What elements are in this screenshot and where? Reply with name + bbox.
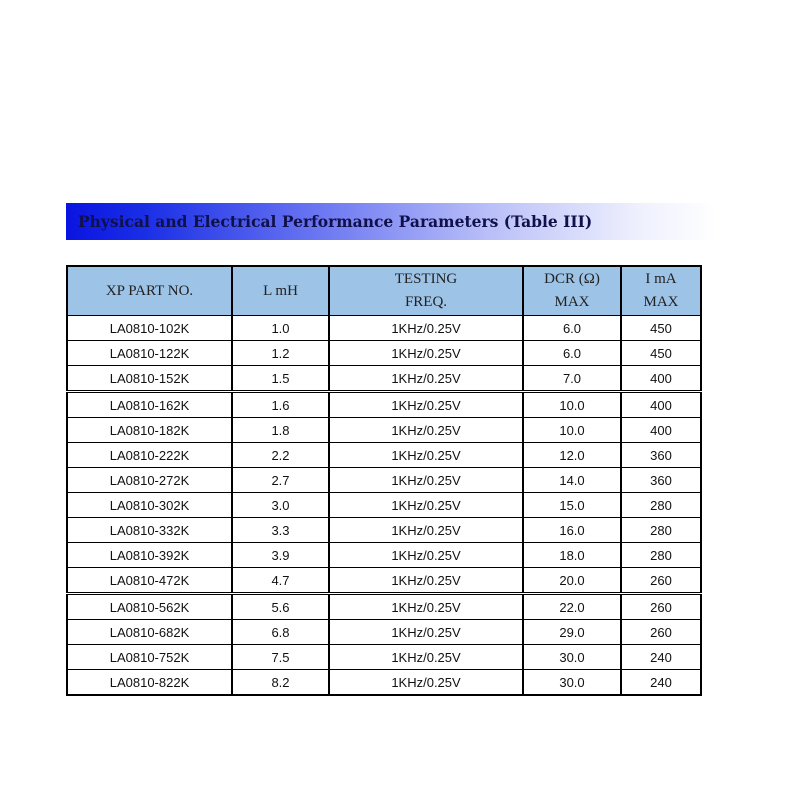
inductance-cell: 1.2 [232,341,329,366]
part-no-cell: LA0810-332K [67,518,232,543]
table-row [67,518,701,543]
dcr-cell: 22.0 [523,594,621,620]
current-cell: 280 [621,493,701,518]
part-no-cell: LA0810-562K [67,594,232,620]
dcr-cell: 14.0 [523,468,621,493]
part-no-cell: LA0810-152K [67,366,232,392]
dcr-cell: 30.0 [523,645,621,670]
inductance-cell: 1.5 [232,366,329,392]
inductance-cell: 1.0 [232,316,329,341]
testing-freq-cell: 1KHz/0.25V [329,568,523,594]
testing-freq-cell: 1KHz/0.25V [329,645,523,670]
inductance-cell: 1.6 [232,392,329,418]
testing-freq-cell: 1KHz/0.25V [329,620,523,645]
table-row [67,645,701,670]
table-row [67,568,701,594]
testing-freq-cell: 1KHz/0.25V [329,418,523,443]
current-cell: 280 [621,543,701,568]
parameters-table [66,265,702,696]
table-row [67,468,701,493]
current-cell: 450 [621,341,701,366]
testing-freq-cell: 1KHz/0.25V [329,670,523,696]
table-title: Physical and Electrical Performance Parameters (Table III) [78,212,593,231]
testing-freq-cell: 1KHz/0.25V [329,443,523,468]
header-dcr-max: DCR (Ω) MAX [523,266,621,316]
inductance-cell: 1.8 [232,418,329,443]
dcr-cell: 6.0 [523,316,621,341]
dcr-cell: 10.0 [523,418,621,443]
inductance-cell: 3.9 [232,543,329,568]
dcr-cell: 15.0 [523,493,621,518]
testing-freq-cell: 1KHz/0.25V [329,341,523,366]
part-no-cell: LA0810-392K [67,543,232,568]
table-row [67,543,701,568]
table-row [67,418,701,443]
part-no-cell: LA0810-472K [67,568,232,594]
inductance-cell: 3.0 [232,493,329,518]
part-no-cell: LA0810-122K [67,341,232,366]
part-no-cell: LA0810-752K [67,645,232,670]
inductance-cell: 8.2 [232,670,329,696]
table-row [67,620,701,645]
dcr-cell: 18.0 [523,543,621,568]
header-inductance: L mH [232,266,329,316]
current-cell: 260 [621,568,701,594]
part-no-cell: LA0810-682K [67,620,232,645]
table-row [67,493,701,518]
inductance-cell: 6.8 [232,620,329,645]
testing-freq-cell: 1KHz/0.25V [329,468,523,493]
part-no-cell: LA0810-302K [67,493,232,518]
testing-freq-cell: 1KHz/0.25V [329,316,523,341]
current-cell: 260 [621,594,701,620]
current-cell: 360 [621,468,701,493]
testing-freq-cell: 1KHz/0.25V [329,366,523,392]
inductance-cell: 3.3 [232,518,329,543]
testing-freq-cell: 1KHz/0.25V [329,594,523,620]
table-row [67,670,701,696]
inductance-cell: 7.5 [232,645,329,670]
inductance-cell: 2.7 [232,468,329,493]
part-no-cell: LA0810-272K [67,468,232,493]
current-cell: 400 [621,392,701,418]
header-testing-freq: TESTING FREQ. [329,266,523,316]
table-row [67,316,701,341]
testing-freq-cell: 1KHz/0.25V [329,518,523,543]
table-title-banner [66,203,716,240]
table-row [67,392,701,418]
current-cell: 360 [621,443,701,468]
dcr-cell: 30.0 [523,670,621,696]
dcr-cell: 7.0 [523,366,621,392]
current-cell: 240 [621,645,701,670]
current-cell: 280 [621,518,701,543]
dcr-cell: 20.0 [523,568,621,594]
part-no-cell: LA0810-222K [67,443,232,468]
current-cell: 240 [621,670,701,696]
dcr-cell: 29.0 [523,620,621,645]
part-no-cell: LA0810-162K [67,392,232,418]
part-no-cell: LA0810-182K [67,418,232,443]
table-row [67,594,701,620]
current-cell: 450 [621,316,701,341]
table-row [67,443,701,468]
inductance-cell: 5.6 [232,594,329,620]
dcr-cell: 10.0 [523,392,621,418]
dcr-cell: 6.0 [523,341,621,366]
dcr-cell: 16.0 [523,518,621,543]
testing-freq-cell: 1KHz/0.25V [329,493,523,518]
part-no-cell: LA0810-102K [67,316,232,341]
current-cell: 260 [621,620,701,645]
table-header-row [67,266,701,316]
table-row [67,341,701,366]
testing-freq-cell: 1KHz/0.25V [329,392,523,418]
inductance-cell: 2.2 [232,443,329,468]
part-no-cell: LA0810-822K [67,670,232,696]
dcr-cell: 12.0 [523,443,621,468]
current-cell: 400 [621,418,701,443]
testing-freq-cell: 1KHz/0.25V [329,543,523,568]
header-part-no: XP PART NO. [67,266,232,316]
table-body [67,316,701,696]
table-row [67,366,701,392]
current-cell: 400 [621,366,701,392]
inductance-cell: 4.7 [232,568,329,594]
header-current-max: I mA MAX [621,266,701,316]
